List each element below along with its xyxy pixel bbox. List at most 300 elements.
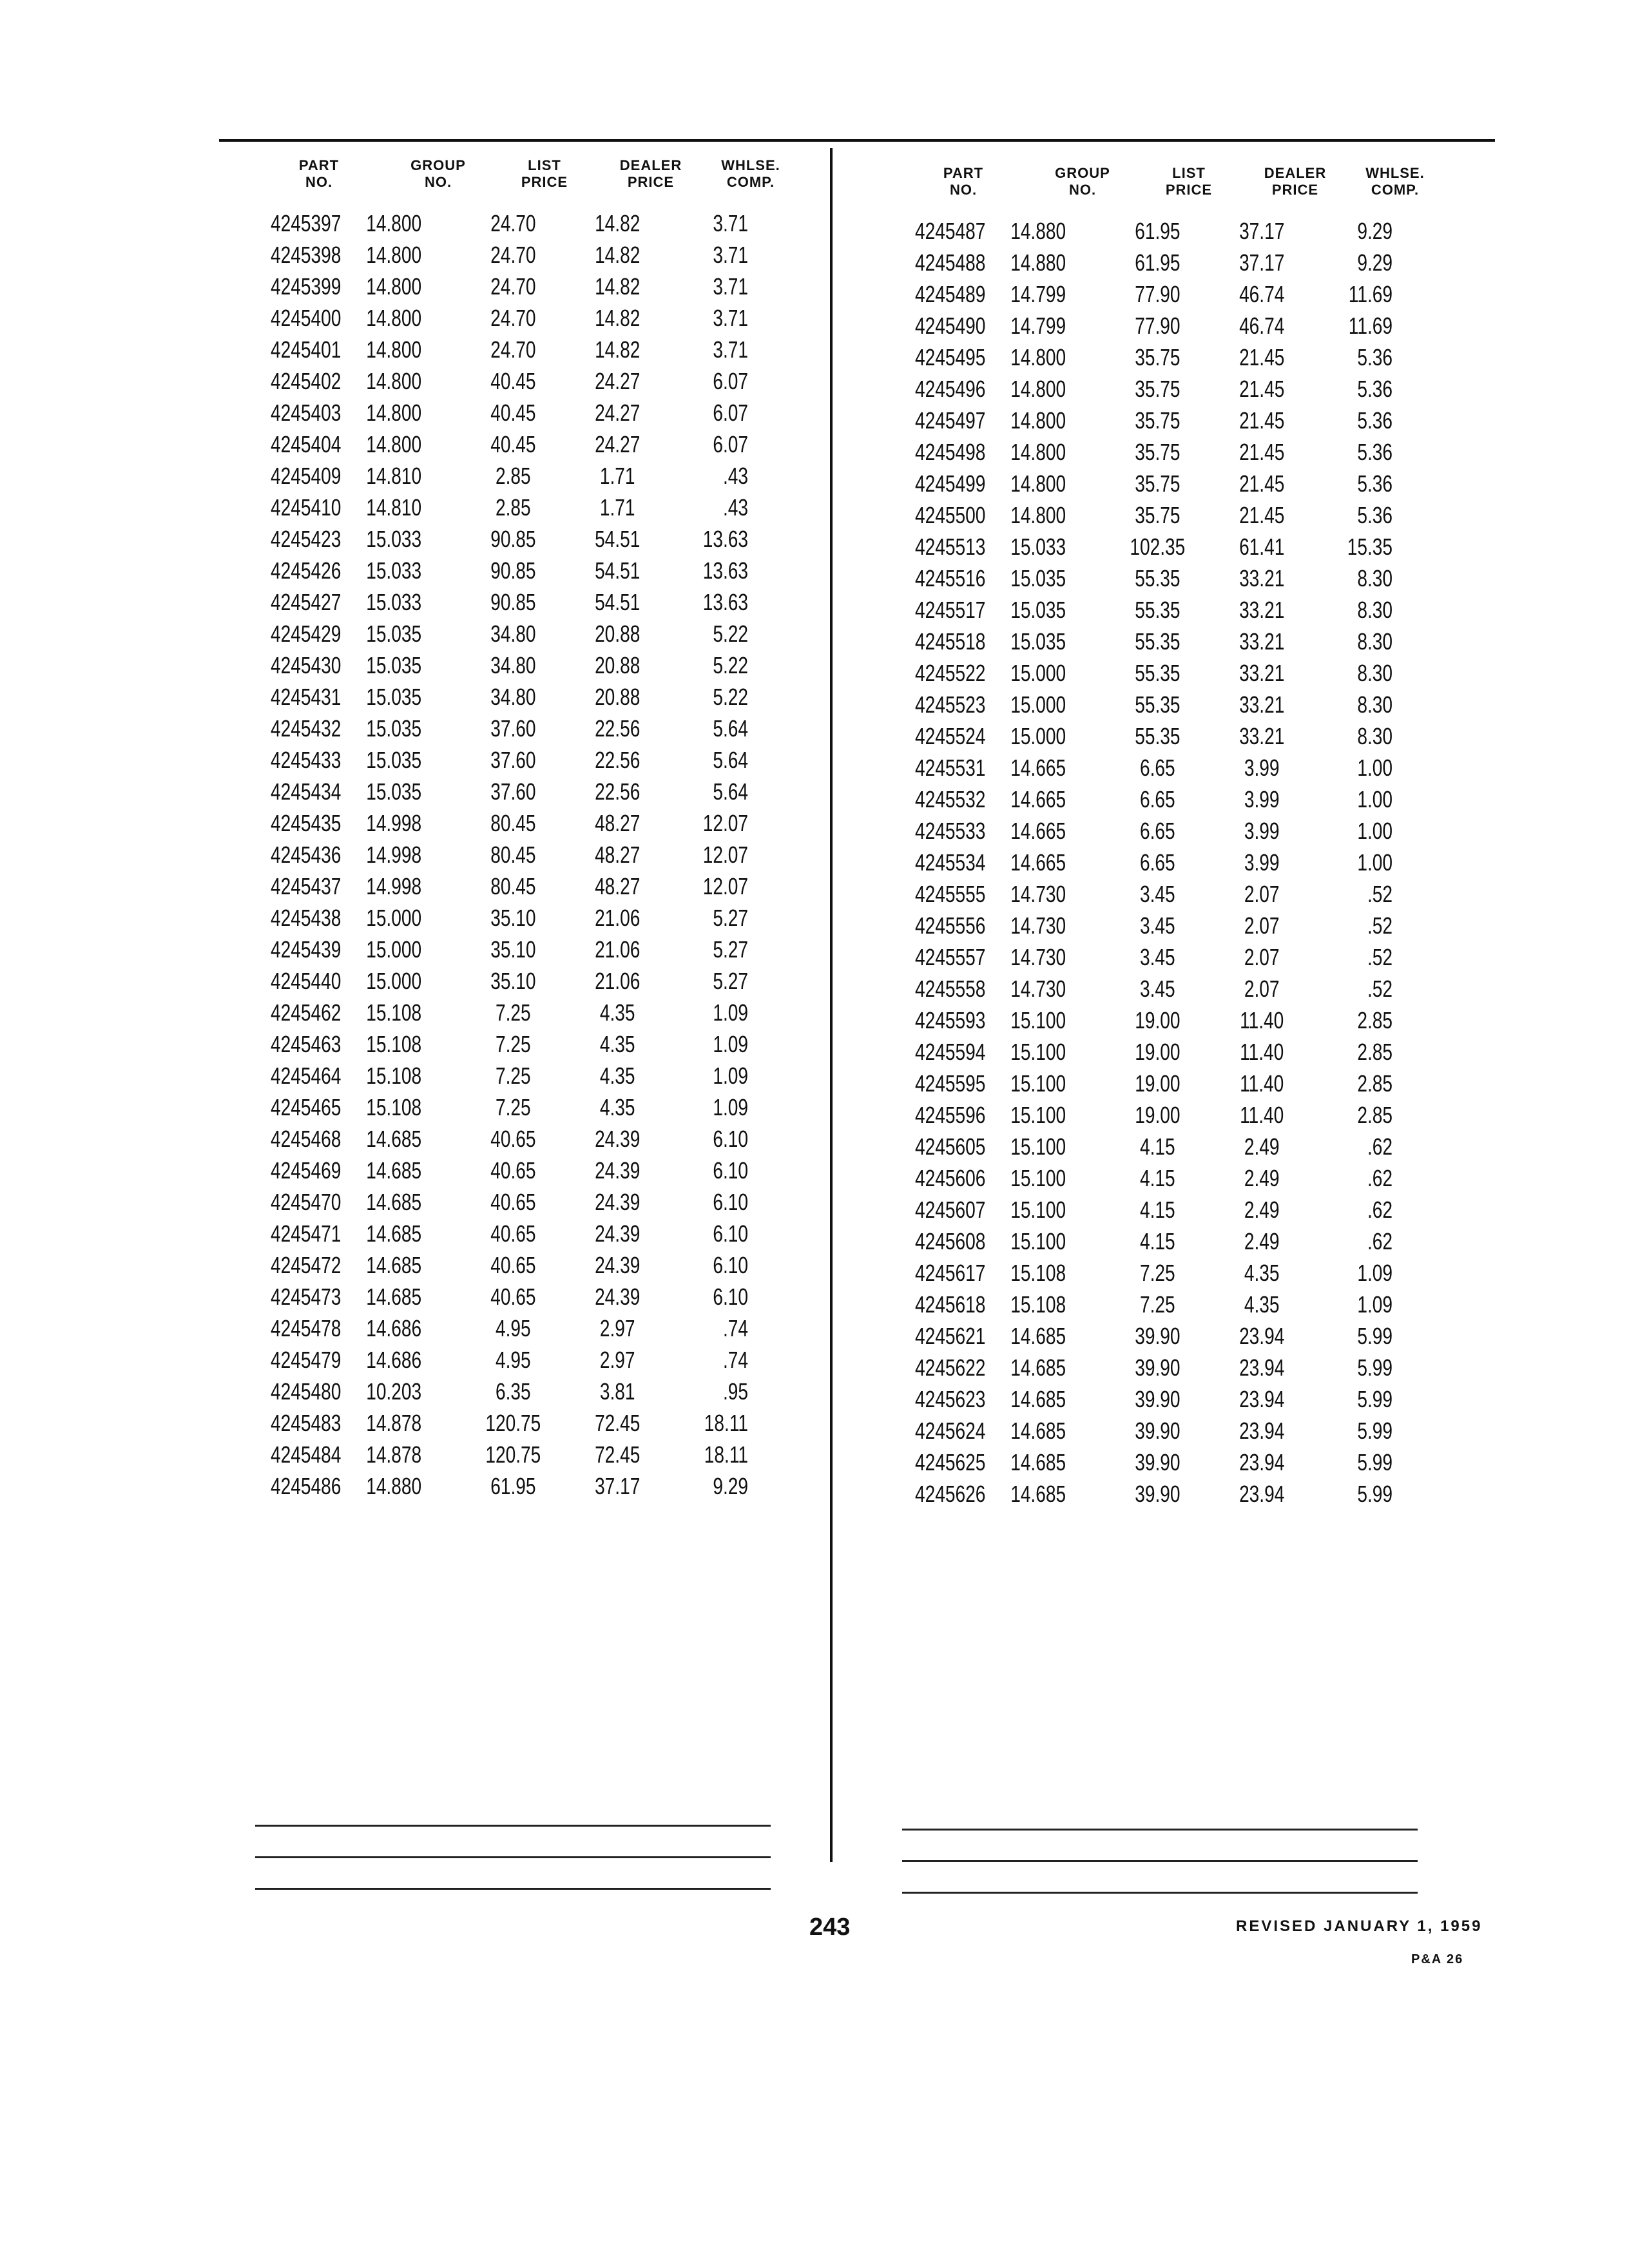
price-table-right [915,165,1443,1510]
table-body [915,215,1443,1510]
cell-part-no: 4245399 [271,273,342,300]
table-row [271,1470,798,1502]
cell-dealer-price: 24.39 [595,1125,641,1152]
cell-group-no: 15.035 [1010,628,1066,655]
cell-whlse-comp: 13.63 [702,525,748,552]
cell-part-no: 4245596 [915,1101,986,1128]
header-part-no: PART NO. [298,157,340,190]
cell-group-no: 14.686 [366,1346,422,1373]
cell-group-no: 15.000 [1010,722,1066,749]
cell-group-no: 14.686 [366,1314,422,1341]
table-row [915,941,1443,973]
cell-dealer-price: 24.39 [595,1220,641,1247]
cell-part-no: 4245522 [915,659,986,686]
cell-group-no: 14.800 [1010,438,1066,465]
cell-list-price: 24.70 [490,304,536,331]
cell-part-no: 4245495 [915,343,986,370]
table-row [915,1257,1443,1289]
page-number: 243 [809,1914,851,1941]
cell-group-no: 14.685 [1010,1354,1066,1381]
cell-whlse-comp: .62 [1367,1196,1393,1223]
cell-part-no: 4245524 [915,722,986,749]
cell-dealer-price: 24.39 [595,1251,641,1278]
cell-list-price: 120.75 [485,1441,541,1468]
cell-dealer-price: 11.40 [1240,1101,1284,1128]
cell-group-no: 14.685 [1010,1480,1066,1507]
header-whlse-comp: WHLSE. COMP. [721,157,780,190]
cell-part-no: 4245436 [271,841,342,868]
cell-whlse-comp: 5.27 [713,904,748,931]
cell-group-no: 14.800 [1010,375,1066,402]
cell-whlse-comp: 6.10 [713,1283,748,1310]
cell-dealer-price: 23.94 [1239,1385,1285,1412]
table-row [271,934,798,965]
cell-dealer-price: 1.71 [599,494,635,521]
cell-dealer-price: 21.45 [1239,407,1285,434]
cell-group-no: 15.000 [366,936,422,963]
cell-whlse-comp: 5.99 [1357,1385,1393,1412]
cell-list-price: 39.90 [1135,1448,1181,1475]
cell-group-no: 14.730 [1010,912,1066,939]
cell-part-no: 4245464 [271,1062,342,1089]
table-row [271,1407,798,1439]
cell-list-price: 7.25 [496,1093,531,1120]
cell-list-price: 90.85 [490,588,536,615]
cell-whlse-comp: 5.64 [713,715,748,742]
cell-whlse-comp: 5.36 [1357,343,1393,370]
cell-part-no: 4245532 [915,785,986,812]
cell-whlse-comp: .43 [722,494,748,521]
cell-group-no: 14.685 [1010,1385,1066,1412]
cell-list-price: 40.65 [490,1188,536,1215]
cell-group-no: 15.035 [366,715,422,742]
cell-part-no: 4245618 [915,1291,986,1318]
cell-whlse-comp: .62 [1367,1133,1393,1160]
cell-list-price: 40.65 [490,1157,536,1184]
cell-part-no: 4245409 [271,462,342,489]
cell-group-no: 15.000 [1010,659,1066,686]
cell-list-price: 90.85 [490,557,536,584]
table-row [271,681,798,713]
table-row [915,689,1443,720]
cell-list-price: 80.45 [490,809,536,836]
cell-whlse-comp: 12.07 [702,841,748,868]
cell-list-price: 55.35 [1135,596,1181,623]
cell-part-no: 4245625 [915,1448,986,1475]
cell-whlse-comp: .52 [1367,880,1393,907]
table-row [915,910,1443,941]
cell-dealer-price: 48.27 [595,841,641,868]
cell-whlse-comp: 2.85 [1357,1070,1393,1097]
blank-line [255,1825,771,1827]
cell-list-price: 40.65 [490,1125,536,1152]
cell-dealer-price: 4.35 [1244,1259,1280,1286]
cell-whlse-comp: 5.22 [713,683,748,710]
cell-dealer-price: 3.99 [1244,785,1280,812]
cell-list-price: 2.85 [496,494,531,521]
cell-group-no: 15.000 [366,904,422,931]
cell-list-price: 7.25 [1140,1259,1175,1286]
table-row [915,1225,1443,1257]
cell-whlse-comp: 5.36 [1357,438,1393,465]
cell-dealer-price: 20.88 [595,683,641,710]
cell-whlse-comp: 5.36 [1357,407,1393,434]
cell-list-price: 102.35 [1130,533,1186,560]
cell-group-no: 14.800 [1010,501,1066,528]
table-row [271,1186,798,1218]
cell-part-no: 4245440 [271,967,342,994]
cell-group-no: 14.800 [366,336,422,363]
cell-list-price: 37.60 [490,778,536,805]
cell-whlse-comp: 3.71 [713,273,748,300]
table-row [915,594,1443,626]
cell-group-no: 15.035 [366,778,422,805]
cell-list-price: 24.70 [490,209,536,236]
cell-list-price: 77.90 [1135,312,1181,339]
cell-part-no: 4245486 [271,1472,342,1499]
cell-part-no: 4245435 [271,809,342,836]
cell-group-no: 14.685 [1010,1322,1066,1349]
table-row [271,1439,798,1470]
cell-part-no: 4245622 [915,1354,986,1381]
table-row [271,334,798,365]
cell-whlse-comp: 18.11 [704,1409,748,1436]
cell-whlse-comp: 8.30 [1357,564,1393,591]
cell-dealer-price: 21.06 [595,967,641,994]
cell-part-no: 4245469 [271,1157,342,1184]
cell-list-price: 120.75 [485,1409,541,1436]
cell-group-no: 14.730 [1010,943,1066,970]
cell-dealer-price: 37.17 [595,1472,641,1499]
cell-list-price: 24.70 [490,241,536,268]
cell-list-price: 90.85 [490,525,536,552]
cell-group-no: 15.035 [1010,596,1066,623]
cell-whlse-comp: 1.09 [1357,1259,1393,1286]
table-row [915,878,1443,910]
table-row [915,1446,1443,1478]
cell-group-no: 14.665 [1010,849,1066,876]
cell-list-price: 4.15 [1140,1164,1175,1191]
cell-group-no: 15.000 [366,967,422,994]
cell-part-no: 4245489 [915,280,986,307]
revision-date: REVISED JANUARY 1, 1959 [1236,1917,1483,1935]
cell-whlse-comp: 5.64 [713,746,748,773]
cell-list-price: 35.75 [1135,375,1181,402]
cell-group-no: 14.685 [366,1251,422,1278]
cell-dealer-price: 2.07 [1244,912,1280,939]
cell-whlse-comp: 5.99 [1357,1480,1393,1507]
cell-part-no: 4245434 [271,778,342,805]
cell-part-no: 4245429 [271,620,342,647]
cell-list-price: 40.45 [490,430,536,457]
cell-list-price: 6.65 [1140,785,1175,812]
table-row [271,618,798,649]
cell-whlse-comp: 2.85 [1357,1006,1393,1033]
cell-list-price: 55.35 [1135,722,1181,749]
cell-group-no: 14.685 [366,1157,422,1184]
cell-part-no: 4245433 [271,746,342,773]
cell-whlse-comp: 1.00 [1357,754,1393,781]
cell-group-no: 14.685 [366,1220,422,1247]
table-row [915,531,1443,562]
cell-dealer-price: 11.40 [1240,1006,1284,1033]
cell-group-no: 15.033 [366,557,422,584]
table-row [915,468,1443,499]
cell-dealer-price: 33.21 [1239,659,1285,686]
cell-list-price: 40.45 [490,367,536,394]
cell-dealer-price: 33.21 [1239,564,1285,591]
table-row [271,1344,798,1376]
cell-part-no: 4245593 [915,1006,986,1033]
cell-dealer-price: 48.27 [595,872,641,899]
cell-whlse-comp: 8.30 [1357,596,1393,623]
cell-list-price: 35.75 [1135,438,1181,465]
cell-list-price: 40.65 [490,1251,536,1278]
cell-group-no: 15.100 [1010,1196,1066,1223]
cell-part-no: 4245398 [271,241,342,268]
cell-list-price: 55.35 [1135,659,1181,686]
cell-group-no: 14.800 [1010,343,1066,370]
table-row [915,847,1443,878]
cell-group-no: 14.810 [366,462,422,489]
header-group-no: GROUP NO. [1055,165,1110,198]
cell-dealer-price: 11.40 [1240,1038,1284,1065]
cell-whlse-comp: .52 [1367,943,1393,970]
cell-whlse-comp: 5.22 [713,620,748,647]
table-row [915,1162,1443,1194]
cell-part-no: 4245499 [915,470,986,497]
cell-group-no: 14.800 [366,304,422,331]
cell-dealer-price: 14.82 [595,304,641,331]
table-row [915,1320,1443,1352]
cell-part-no: 4245423 [271,525,342,552]
table-row [271,1218,798,1249]
table-row [915,783,1443,815]
cell-dealer-price: 2.49 [1244,1164,1280,1191]
table-row [271,713,798,744]
cell-whlse-comp: 5.99 [1357,1322,1393,1349]
cell-group-no: 15.035 [366,620,422,647]
cell-group-no: 15.100 [1010,1038,1066,1065]
blank-line [902,1860,1418,1862]
table-row [271,1091,798,1123]
cell-dealer-price: 11.40 [1240,1070,1284,1097]
table-row [915,752,1443,783]
cell-list-price: 4.15 [1140,1227,1175,1254]
cell-whlse-comp: .74 [722,1346,748,1373]
table-row [915,436,1443,468]
cell-whlse-comp: 6.10 [713,1188,748,1215]
header-part-no: PART NO. [943,165,984,198]
cell-whlse-comp: .52 [1367,912,1393,939]
table-row [915,657,1443,689]
cell-dealer-price: 54.51 [595,525,641,552]
cell-list-price: 6.35 [496,1378,531,1405]
cell-list-price: 35.10 [490,904,536,931]
cell-group-no: 14.730 [1010,975,1066,1002]
cell-part-no: 4245555 [915,880,986,907]
cell-group-no: 14.878 [366,1441,422,1468]
cell-whlse-comp: 2.85 [1357,1038,1393,1065]
cell-group-no: 14.800 [366,209,422,236]
cell-list-price: 61.95 [1135,217,1181,244]
cell-list-price: 35.75 [1135,407,1181,434]
cell-dealer-price: 21.45 [1239,438,1285,465]
cell-group-no: 14.880 [1010,249,1066,276]
table-row [271,302,798,334]
cell-whlse-comp: 3.71 [713,241,748,268]
cell-whlse-comp: 8.30 [1357,691,1393,718]
cell-part-no: 4245488 [915,249,986,276]
table-row [271,744,798,776]
cell-list-price: 35.10 [490,936,536,963]
cell-part-no: 4245470 [271,1188,342,1215]
cell-dealer-price: 72.45 [595,1441,641,1468]
table-row [915,1099,1443,1131]
cell-whlse-comp: 1.00 [1357,817,1393,844]
cell-dealer-price: 4.35 [1244,1291,1280,1318]
cell-part-no: 4245397 [271,209,342,236]
cell-dealer-price: 23.94 [1239,1354,1285,1381]
cell-dealer-price: 24.39 [595,1188,641,1215]
cell-dealer-price: 3.99 [1244,849,1280,876]
cell-group-no: 14.685 [366,1125,422,1152]
cell-list-price: 34.80 [490,651,536,678]
cell-dealer-price: 4.35 [599,1093,635,1120]
cell-dealer-price: 33.21 [1239,596,1285,623]
cell-group-no: 15.000 [1010,691,1066,718]
table-row [271,492,798,523]
cell-part-no: 4245432 [271,715,342,742]
table-row [271,997,798,1028]
cell-part-no: 4245478 [271,1314,342,1341]
cell-group-no: 15.108 [366,1093,422,1120]
cell-dealer-price: 4.35 [599,1062,635,1089]
cell-whlse-comp: 5.99 [1357,1417,1393,1444]
blank-line [902,1892,1418,1894]
cell-group-no: 15.100 [1010,1133,1066,1160]
cell-list-price: 4.15 [1140,1196,1175,1223]
cell-whlse-comp: 1.09 [713,1093,748,1120]
cell-whlse-comp: 8.30 [1357,659,1393,686]
cell-part-no: 4245624 [915,1417,986,1444]
cell-group-no: 14.665 [1010,785,1066,812]
cell-dealer-price: 22.56 [595,715,641,742]
cell-dealer-price: 23.94 [1239,1417,1285,1444]
cell-group-no: 15.033 [366,525,422,552]
cell-group-no: 14.800 [366,241,422,268]
cell-part-no: 4245605 [915,1133,986,1160]
cell-dealer-price: 2.49 [1244,1133,1280,1160]
table-row [271,807,798,839]
cell-whlse-comp: 5.27 [713,936,748,963]
cell-whlse-comp: 13.63 [702,588,748,615]
cell-whlse-comp: 3.71 [713,304,748,331]
cell-part-no: 4245404 [271,430,342,457]
cell-dealer-price: 23.94 [1239,1448,1285,1475]
cell-group-no: 15.033 [366,588,422,615]
cell-part-no: 4245617 [915,1259,986,1286]
table-row [915,1415,1443,1446]
cell-dealer-price: 2.49 [1244,1196,1280,1223]
cell-group-no: 14.685 [366,1188,422,1215]
table-row [915,973,1443,1004]
table-row [915,341,1443,373]
cell-part-no: 4245462 [271,999,342,1026]
cell-list-price: 55.35 [1135,691,1181,718]
cell-dealer-price: 2.97 [599,1346,635,1373]
cell-group-no: 15.035 [1010,564,1066,591]
cell-part-no: 4245513 [915,533,986,560]
cell-part-no: 4245626 [915,1480,986,1507]
cell-group-no: 14.998 [366,841,422,868]
cell-group-no: 15.033 [1010,533,1066,560]
cell-part-no: 4245401 [271,336,342,363]
cell-list-price: 3.45 [1140,912,1175,939]
cell-dealer-price: 46.74 [1239,312,1285,339]
cell-part-no: 4245498 [915,438,986,465]
table-row [271,523,798,555]
cell-dealer-price: 2.07 [1244,943,1280,970]
cell-whlse-comp: 1.00 [1357,849,1393,876]
header-list-price: LIST PRICE [1165,165,1213,198]
cell-list-price: 35.75 [1135,501,1181,528]
cell-dealer-price: 2.07 [1244,975,1280,1002]
cell-group-no: 15.100 [1010,1164,1066,1191]
table-row [271,207,798,239]
cell-dealer-price: 21.06 [595,936,641,963]
cell-whlse-comp: 15.35 [1347,533,1393,560]
cell-dealer-price: 2.49 [1244,1227,1280,1254]
cell-whlse-comp: 5.22 [713,651,748,678]
cell-dealer-price: 1.71 [599,462,635,489]
cell-dealer-price: 33.21 [1239,722,1285,749]
table-row [271,239,798,271]
header-dealer-price: DEALER PRICE [619,157,682,190]
cell-group-no: 14.685 [1010,1417,1066,1444]
table-header [271,157,799,202]
cell-dealer-price: 14.82 [595,209,641,236]
cell-dealer-price: 2.97 [599,1314,635,1341]
cell-part-no: 4245517 [915,596,986,623]
cell-dealer-price: 23.94 [1239,1322,1285,1349]
cell-part-no: 4245427 [271,588,342,615]
cell-list-price: 34.80 [490,683,536,710]
cell-dealer-price: 21.45 [1239,343,1285,370]
cell-part-no: 4245403 [271,399,342,426]
cell-group-no: 15.035 [366,746,422,773]
cell-group-no: 15.035 [366,651,422,678]
cell-whlse-comp: 6.07 [713,399,748,426]
cell-dealer-price: 3.99 [1244,754,1280,781]
top-rule [219,139,1495,142]
table-row [271,1281,798,1312]
cell-list-price: 40.65 [490,1220,536,1247]
cell-list-price: 40.45 [490,399,536,426]
cell-whlse-comp: .52 [1367,975,1393,1002]
table-row [915,247,1443,278]
cell-part-no: 4245523 [915,691,986,718]
cell-list-price: 3.45 [1140,943,1175,970]
cell-whlse-comp: 6.07 [713,367,748,394]
cell-list-price: 24.70 [490,273,536,300]
cell-list-price: 7.25 [496,1030,531,1057]
column-divider [830,148,833,1862]
cell-dealer-price: 23.94 [1239,1480,1285,1507]
cell-whlse-comp: 18.11 [704,1441,748,1468]
cell-dealer-price: 20.88 [595,651,641,678]
cell-group-no: 14.800 [1010,470,1066,497]
